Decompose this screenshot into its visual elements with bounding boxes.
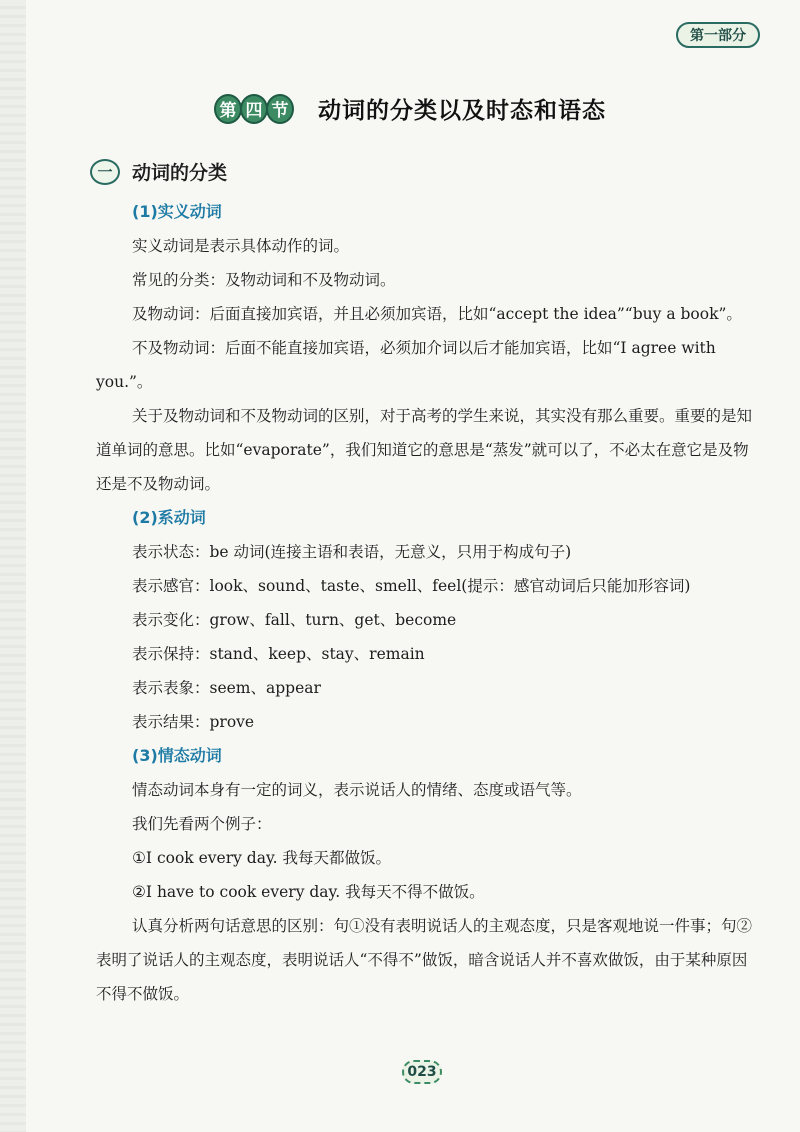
section-heading bbox=[214, 92, 606, 125]
subsection-heading bbox=[90, 158, 227, 185]
list-item: 表示变化：grow、fall、turn、get、become bbox=[132, 611, 457, 629]
subsection-title: 动词的分类 bbox=[132, 162, 228, 184]
paragraph: 常见的分类：及物动词和不及物动词。 bbox=[132, 271, 396, 289]
example-sentence: ①I cook every day. 我每天都做饭。 bbox=[132, 849, 392, 867]
list-item: 表示状态：be 动词(连接主语和表语，无意义，只用于构成句子) bbox=[132, 543, 572, 561]
section-number-badge bbox=[214, 94, 292, 124]
paragraph: 不及物动词：后面不能直接加宾语，必须加介词以后才能加宾语，比如“I agree with you.”。 bbox=[96, 339, 716, 391]
paragraph: 及物动词：后面直接加宾语，并且必须加宾语，比如“accept the idea”“buy a book”。 bbox=[132, 305, 742, 323]
section-badge-char: 节 bbox=[266, 94, 294, 124]
paragraph: 认真分析两句话意思的区别：句①没有表明说话人的主观态度，只是客观地说一件事；句②表明了说话人的主观态度，表明说话人“不得不”做饭，暗含说话人并不喜欢做饭，由于某种原因不得不做饭。 bbox=[96, 917, 753, 1003]
list-item: 我们先看两个例子： bbox=[132, 815, 272, 833]
paragraph: 实义动词是表示具体动作的词。 bbox=[132, 237, 350, 255]
list-item: 情态动词本身有一定的词义，表示说话人的情绪、态度或语气等。 bbox=[132, 781, 582, 799]
list-item: 表示感官：look、sound、taste、smell、feel(提示：感官动词后只能加形容词) bbox=[132, 577, 691, 595]
subsection-number-icon: 一 bbox=[90, 159, 120, 185]
list-item: 表示结果：prove bbox=[132, 713, 255, 731]
page-number: 023 bbox=[402, 1060, 442, 1084]
example-sentence: ②I have to cook every day. 我每天不得不做饭。 bbox=[132, 883, 485, 901]
section-badge-char: 第 bbox=[214, 94, 242, 124]
page-binding-edge bbox=[0, 0, 26, 1132]
list-item: 表示表象：seem、appear bbox=[132, 679, 321, 697]
body-text bbox=[96, 195, 756, 1011]
paragraph: 关于及物动词和不及物动词的区别，对于高考的学生来说，其实没有那么重要。重要的是知道单词的意思。比如“evaporate”，我们知道它的意思是“蒸发”就可以了，不必太在意它是及物还是不及物动词。 bbox=[96, 407, 753, 493]
list-item: 表示保持：stand、keep、stay、remain bbox=[132, 645, 425, 663]
part-tab: 第一部分 bbox=[676, 22, 760, 48]
heading-modal-verbs: (3)情态动词 bbox=[132, 746, 222, 765]
heading-notional-verbs: (1)实义动词 bbox=[132, 202, 222, 221]
section-badge-char: 四 bbox=[240, 94, 268, 124]
section-title: 动词的分类以及时态和语态 bbox=[318, 98, 606, 124]
heading-linking-verbs: (2)系动词 bbox=[132, 508, 206, 527]
